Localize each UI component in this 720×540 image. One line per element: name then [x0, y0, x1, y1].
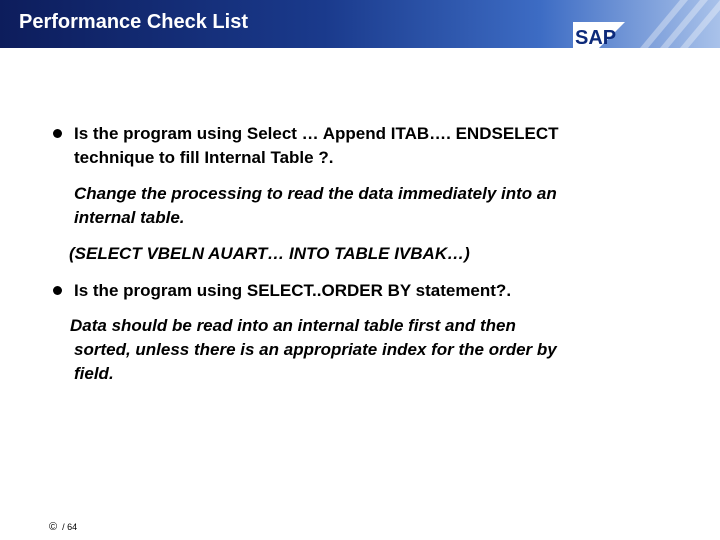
sap-logo-text: SAP [575, 27, 617, 48]
question-line: technique to fill Internal Table ?. [74, 148, 334, 167]
question-line: Is the program using SELECT..ORDER BY statement?. [74, 281, 512, 300]
code-example: (SELECT VBELN AUART… INTO TABLE IVBAK…) [69, 244, 470, 263]
copyright-symbol: © [49, 521, 58, 533]
page-number: / 64 [62, 522, 78, 532]
question-line: Is the program using Select … Append ITAB…. ENDSELECT [74, 124, 559, 143]
answer-line: field. [74, 364, 114, 383]
bullet-dot [53, 286, 62, 295]
answer-line: sorted, unless there is an appropriate index for the order by [74, 340, 557, 359]
answer-line: internal table. [74, 208, 185, 227]
bullet-dot [53, 129, 62, 138]
slide-footer [49, 521, 77, 533]
answer-line: Change the processing to read the data immediately into an [74, 184, 557, 203]
page-title: Performance Check List [19, 11, 248, 33]
answer-line: Data should be read into an internal table first and then [70, 316, 516, 335]
